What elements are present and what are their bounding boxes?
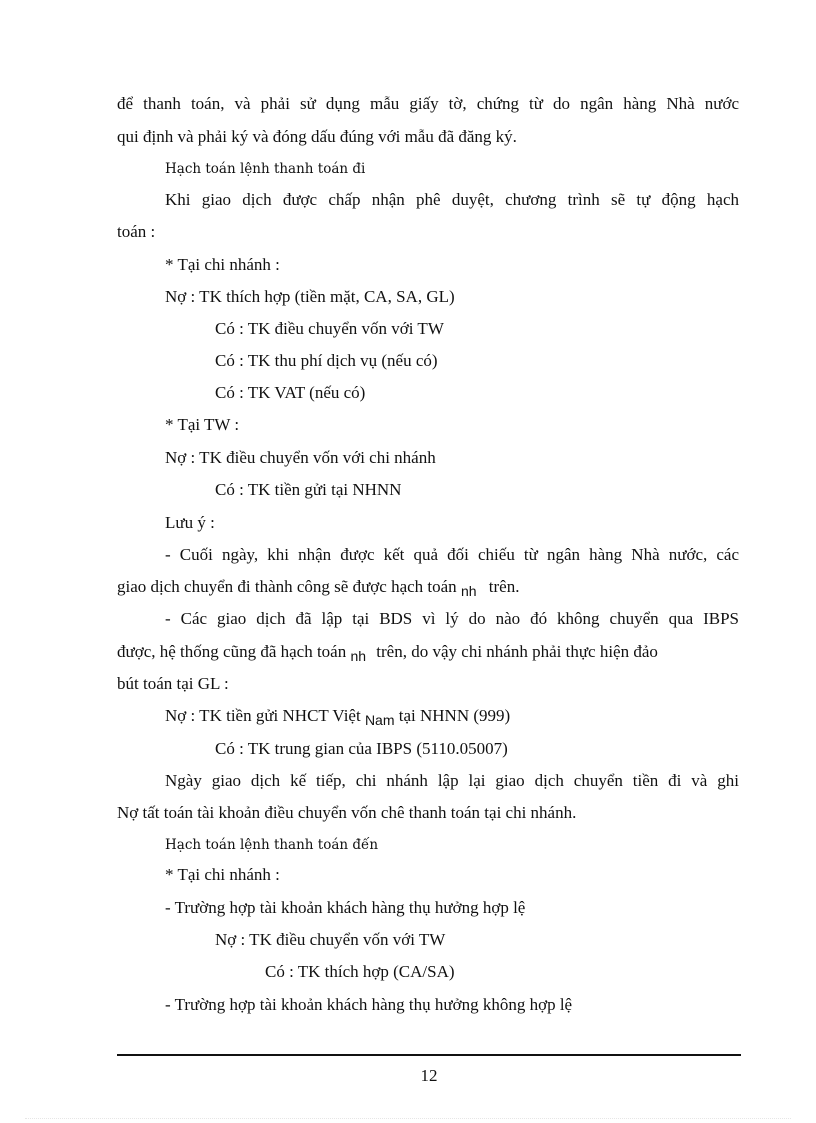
entry-credit: Có : TK trung gian của IBPS (5110.05007)	[215, 739, 508, 758]
paragraph-line: Ngày giao dịch kế tiếp, chi nhánh lập lại giao dịch chuyển tiền đi và ghi	[165, 771, 739, 790]
text-segment: giao dịch chuyển đi thành công sẽ được hạch toán	[117, 577, 457, 596]
page-number: 12	[420, 1066, 438, 1085]
paragraph-line: - Các giao dịch đã lập tại BDS vì lý do nào đó không chuyển qua IBPS	[165, 609, 739, 628]
text-segment: được, hệ thống cũng đã hạch toán	[117, 642, 347, 661]
section-heading: Hạch toán lệnh thanh toán đến	[165, 837, 379, 853]
paragraph-line	[117, 577, 739, 597]
entry-debit: Nợ : TK điều chuyển vốn với chi nhánh	[165, 448, 436, 467]
text-segment: Nợ : TK tiền gửi NHCT Việt	[165, 706, 361, 725]
paragraph-line: để thanh toán, và phải sử dụng mẫu giấy tờ, chứng từ do ngân hàng Nhà nước	[117, 94, 739, 113]
footer-rule	[117, 1054, 741, 1056]
entry-credit: Có : TK VAT (nếu có)	[215, 383, 366, 402]
paragraph-line: Nợ tất toán tài khoản điều chuyển vốn chê thanh toán tại chi nhánh.	[117, 803, 577, 822]
text-segment: tại NHNN (999)	[398, 706, 511, 725]
case-line: - Trường hợp tài khoản khách hàng thụ hưởng hợp lệ	[165, 898, 526, 917]
list-heading: * Tại chi nhánh :	[165, 865, 280, 884]
note-label: Lưu ý :	[165, 513, 215, 532]
list-heading: * Tại chi nhánh :	[165, 255, 280, 274]
paragraph-line: toán :	[117, 222, 156, 241]
case-line: - Trường hợp tài khoản khách hàng thụ hưởng không hợp lệ	[165, 995, 573, 1014]
inline-fragment: nh	[350, 648, 367, 664]
paragraph-line: qui định và phải ký và đóng dấu đúng với mẫu đã đăng ký.	[117, 127, 517, 146]
paragraph-line: - Cuối ngày, khi nhận được kết quả đối chiếu từ ngân hàng Nhà nước, các	[165, 545, 739, 564]
entry-credit: Có : TK thích hợp (CA/SA)	[265, 962, 455, 981]
section-heading: Hạch toán lệnh thanh toán đi	[165, 161, 366, 177]
entry-credit: Có : TK thu phí dịch vụ (nếu có)	[215, 351, 438, 370]
entry-debit	[165, 706, 739, 726]
inline-fragment: nh	[460, 583, 477, 599]
paragraph-line	[117, 642, 739, 662]
text-segment: trên, do vậy chi nhánh phải thực hiện đảo	[376, 642, 658, 661]
entry-credit: Có : TK tiền gửi tại NHNN	[215, 480, 402, 499]
paragraph-line: bút toán tại GL :	[117, 674, 229, 693]
entry-debit: Nợ : TK thích hợp (tiền mặt, CA, SA, GL)	[165, 287, 455, 306]
list-heading: * Tại TW :	[165, 415, 240, 434]
entry-debit: Nợ : TK điều chuyển vốn với TW	[215, 930, 446, 949]
entry-credit: Có : TK điều chuyển vốn với TW	[215, 319, 444, 338]
text-segment: trên.	[488, 577, 520, 596]
paragraph-line: Khi giao dịch được chấp nhận phê duyệt, chương trình sẽ tự động hạch	[165, 190, 739, 209]
inline-fragment: Nam	[364, 712, 395, 728]
page-bottom-border	[25, 1118, 791, 1119]
